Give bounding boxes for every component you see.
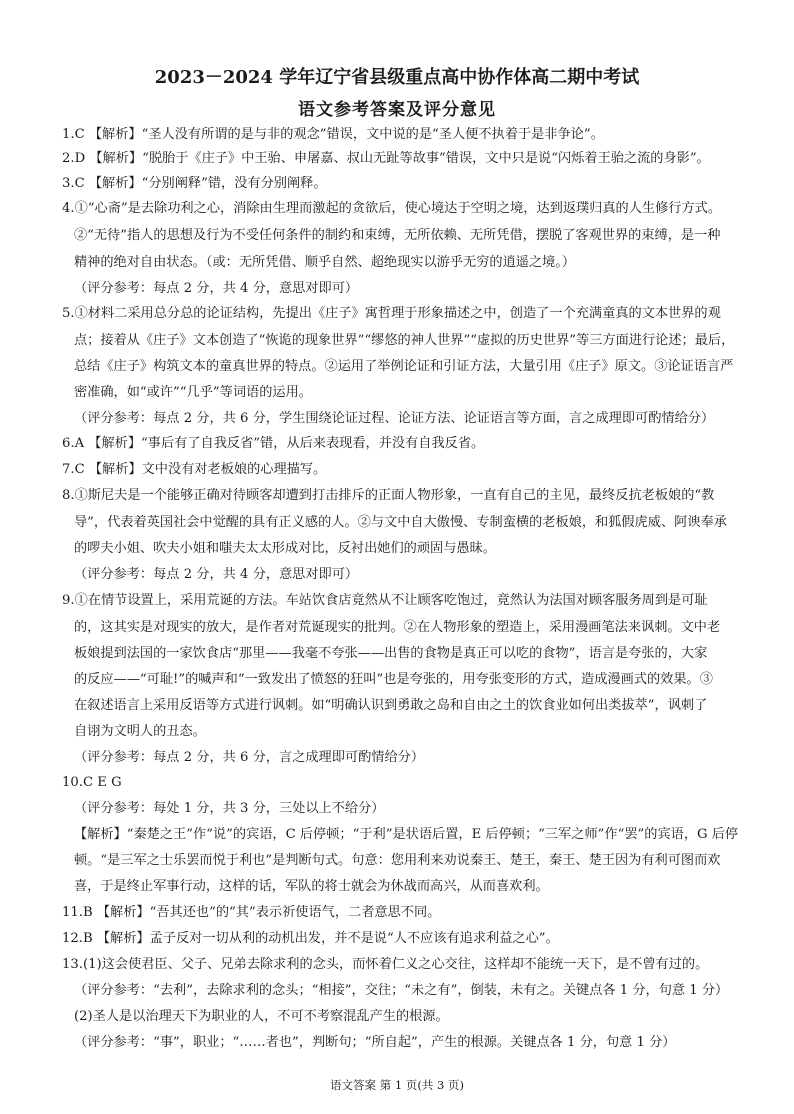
answer-line: 8.①斯尼夫是一个能够正确对待顾客却遭到打击排斥的正面人物形象，一直有自己的主见，最终反抗老板娘的“教	[62, 488, 715, 503]
answer-line: 自诩为文明人的丑态。	[74, 724, 206, 739]
answer-line: 的反应——“可耻!”的喊声和“一致发出了愤怒的狂叫”也是夸张的，用夸张变形的方式，造成漫画式的效果。③	[74, 672, 713, 687]
scoring-note: （评分参考：每处 1 分，共 3 分，三处以上不给分）	[74, 801, 385, 816]
scoring-note: （评分参考：每点 2 分，共 6 分，学生围绕论证过程、论证方法、论证语言等方面，言之成理即可酌情给分）	[74, 411, 715, 426]
answer-line: 板娘提到法国的一家饮食店“那里——我毫不夸张——出售的食物是真正可以吃的食物”，语言是夸张的，大家	[74, 646, 708, 661]
answer-line: 总结《庄子》构筑文本的童真世界的特点。②运用了举例论证和引证方法，大量引用《庄子》原文。③论证语言严	[74, 359, 734, 374]
scoring-note: （评分参考：每点 2 分，共 6 分，言之成理即可酌情给分）	[74, 750, 425, 765]
answer-line: 1.C 【解析】“圣人没有所谓的是与非的观念”错误，文中说的是“圣人便不执着于是非争论”。	[62, 127, 604, 142]
answer-line: 4.①“心斋”是去除功利之心，消除由生理而激起的贪欲后，使心境达于空明之境，达到返璞归真的人生修行方式。	[62, 201, 722, 216]
answer-line: 11.B 【解析】“吾其还也”的“其”表示祈使语气，二者意思不同。	[62, 905, 441, 920]
answer-line: (2)圣人是以治理天下为职业的人，不可不考察混乱产生的根源。	[74, 1009, 449, 1024]
page-footer: 语文答案 第 1 页(共 3 页)	[330, 1078, 464, 1092]
answer-line: 导”，代表着英国社会中觉醒的具有正义感的人。②与文中自大傲慢、专制蛮横的老板娘，和狐假虎威、阿谀奉承	[74, 515, 727, 530]
answer-line: 2.D 【解析】“脱胎于《庄子》中王骀、申屠嘉、叔山无趾等故事”错误，文中只是说“闪烁着王骀之流的身影”。	[62, 151, 710, 166]
scoring-note: （评分参考：“去利”，去除求利的念头；“相接”，交往；“未之有”，倒装，未有之。关键点各 1 分，句意 1 分）	[74, 983, 729, 998]
answer-line: 精神的绝对自由状态。（或：无所凭借、顺乎自然、超绝现实以游乎无穷的逍遥之境。）	[74, 255, 576, 270]
answer-line: 12.B 【解析】孟子反对一切从利的动机出发，并不是说“人不应该有追求利益之心”。	[62, 931, 559, 946]
answer-line: ②“无待”指人的思想及行为不受任何条件的制约和束缚，无所依赖、无所凭借，摆脱了客观世界的束缚，是一种	[74, 228, 721, 243]
answer-line: 密准确，如“或许”“几乎”等词语的运用。	[74, 385, 312, 400]
answer-line: 3.C 【解析】“分别阐释”错，没有分别阐释。	[62, 176, 327, 191]
answer-line: 13.(1)这会使君臣、父子、兄弟去除求利的念头，而怀着仁义之心交往，这样却不能统一天下，是不曾有过的。	[62, 957, 709, 972]
scoring-note: （评分参考：“事”，职业；“……者也”，判断句；“所自起”，产生的根源。关键点各 1 分，句意 1 分）	[74, 1035, 676, 1050]
scoring-note: （评分参考：每点 2 分，共 4 分，意思对即可）	[74, 567, 359, 582]
answer-line: 的啰夫小姐、吹夫小姐和嗤夫太太形成对比，反衬出她们的顽固与愚昧。	[74, 541, 496, 556]
answer-line: 喜，于是终止军事行动，这样的话，军队的将士就会为休战而高兴，从而喜欢利。	[74, 879, 549, 894]
answer-line: 7.C 【解析】文中没有对老板娘的心理描写。	[62, 462, 327, 477]
answer-line: 在叙述语言上采用反语等方式进行讽刺。如“明确认识到勇敢之岛和自由之土的饮食业如何出类拔萃”，讽刺了	[74, 698, 708, 713]
answer-line: 【解析】“秦楚之王”作“说”的宾语，C 后停顿；“于利”是状语后置，E 后停顿；“三军之师”作“罢”的宾语，G 后停	[74, 827, 739, 842]
exam-subtitle: 语文参考答案及评分意见	[298, 100, 496, 120]
scoring-note: （评分参考：每点 2 分，共 4 分，意思对即可）	[74, 281, 359, 296]
answer-line: 5.①材料二采用总分总的论证结构，先提出《庄子》寓哲理于形象描述之中，创造了一个充满童真的文本世界的观	[62, 306, 721, 321]
answer-line: 顿。“是三军之士乐罢而悦于利也”是判断句式。句意：您用利来劝说秦王、楚王，秦王、楚王因为有利可图而欢	[74, 853, 721, 868]
answer-line: 点；接着从《庄子》文本创造了“恢诡的现象世界”“缪悠的神人世界”“虚拟的历史世界”等三方面进行论述；最后，	[74, 333, 735, 348]
answer-line: 6.A 【解析】“事后有了自我反省”错，从后来表现看，并没有自我反省。	[62, 436, 485, 451]
answer-line: 的，这其实是对现实的放大，是作者对荒诞现实的批判。②在人物形象的塑造上，采用漫画笔法来讽刺。文中老	[74, 620, 721, 635]
exam-title: 2023－2024 学年辽宁省县级重点高中协作体高二期中考试	[154, 67, 640, 88]
answer-line: 10.C E G	[62, 775, 122, 790]
answer-line: 9.①在情节设置上，采用荒诞的方法。车站饮食店竟然从不让顾客吃饱过，竟然认为法国对顾客服务周到是可耻	[62, 593, 708, 608]
